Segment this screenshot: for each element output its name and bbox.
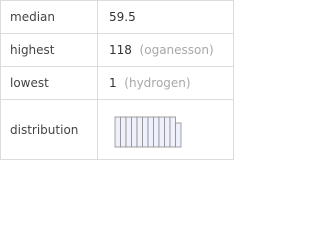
median-label: median (1, 1, 98, 34)
table-row-distribution (1, 100, 234, 160)
highest-element-note: (oganesson) (139, 43, 214, 57)
distribution-histogram (109, 110, 189, 150)
histogram-bar (137, 117, 143, 147)
histogram-bar (126, 117, 132, 147)
distribution-value-cell (98, 100, 234, 160)
histogram-bar (170, 117, 176, 147)
histogram-bar (176, 123, 182, 147)
histogram-bar (132, 117, 138, 147)
histogram-bar (159, 117, 165, 147)
histogram-bar (148, 117, 154, 147)
stats-table (0, 0, 234, 160)
median-value: 59.5 (109, 10, 136, 24)
highest-value-cell (98, 34, 234, 67)
lowest-label: lowest (1, 67, 98, 100)
lowest-value: 1 (109, 76, 117, 90)
highest-label: highest (1, 34, 98, 67)
table-row-highest (1, 34, 234, 67)
lowest-element-note: (hydrogen) (124, 76, 191, 90)
histogram-bar (115, 117, 121, 147)
highest-value: 118 (109, 43, 132, 57)
histogram-bar (121, 117, 127, 147)
histogram-bar (165, 117, 171, 147)
lowest-value-cell (98, 67, 234, 100)
table-row-median (1, 1, 234, 34)
distribution-label: distribution (1, 100, 98, 160)
median-value-cell (98, 1, 234, 34)
histogram-bar (154, 117, 160, 147)
histogram-bar (143, 117, 149, 147)
table-row-lowest (1, 67, 234, 100)
